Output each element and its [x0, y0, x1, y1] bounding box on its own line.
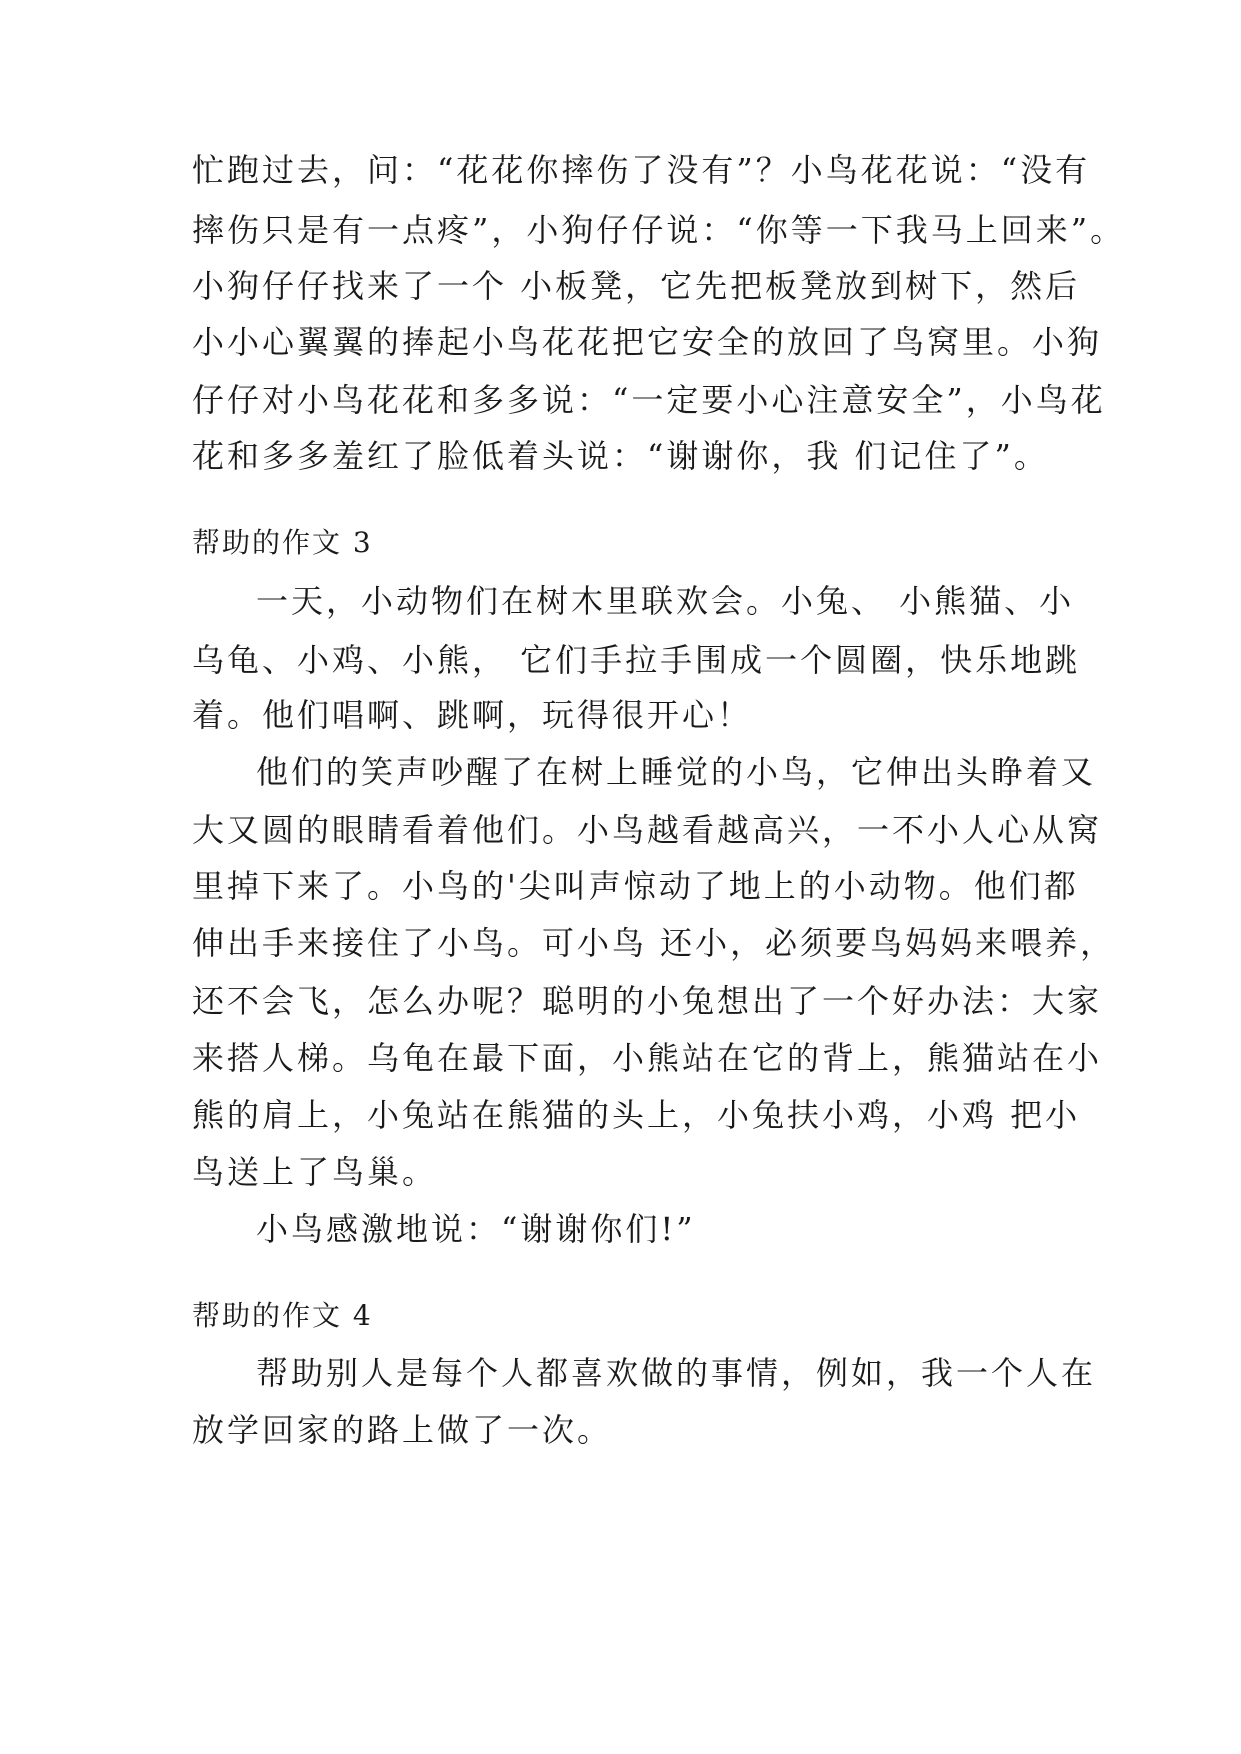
paragraph-line: 他们的笑声吵醒了在树上睡觉的小鸟，它伸出头睁着又 [256, 753, 1097, 791]
paragraph-line: 还不会飞，怎么办呢？聪明的小兔想出了一个好办法：大家 [192, 982, 1103, 1020]
paragraph-line: 帮助别人是每个人都喜欢做的事情，例如，我一个人在 [256, 1354, 1097, 1392]
paragraph-line: 一天，小动物们在树木里联欢会。小兔、 小熊猫、小 [256, 582, 1075, 620]
essay-title: 帮助的作文 3 [192, 526, 373, 559]
paragraph-line: 小小心翼翼的捧起小鸟花花把它安全的放回了鸟窝里。小狗 [192, 323, 1103, 361]
paragraph-line: 乌龟、小鸡、小熊， 它们手拉手围成一个圆圈，快乐地跳 [192, 641, 1081, 679]
paragraph-line: 大又圆的眼睛看着他们。小鸟越看越高兴，一不小人心从窝 [192, 811, 1103, 849]
paragraph-line: 来搭人梯。乌龟在最下面，小熊站在它的背上，熊猫站在小 [192, 1039, 1103, 1077]
paragraph-line: 摔伤只是有一点疼”，小狗仔仔说：“你等一下我马上回来”。 [192, 211, 1126, 249]
essay-title: 帮助的作文 4 [192, 1299, 373, 1332]
paragraph-line: 忙跑过去，问：“花花你摔伤了没有”？小鸟花花说：“没有 [192, 151, 1091, 189]
paragraph-line: 里掉下来了。小鸟的'尖叫声惊动了地上的小动物。他们都 [192, 867, 1079, 905]
paragraph-line: 小狗仔仔找来了一个 小板凳，它先把板凳放到树下，然后 [192, 267, 1081, 305]
paragraph-line: 着。他们唱啊、跳啊，玩得很开心！ [192, 696, 753, 734]
paragraph-line: 鸟送上了鸟巢。 [192, 1153, 438, 1191]
paragraph-line: 小鸟感激地说：“谢谢你们!” [256, 1210, 696, 1248]
paragraph-line: 熊的肩上，小兔站在熊猫的头上，小兔扶小鸡，小鸡 把小 [192, 1096, 1081, 1134]
paragraph-line: 放学回家的路上做了一次。 [192, 1411, 613, 1449]
paragraph-line: 花和多多羞红了脸低着头说：“谢谢你，我 们记住了”。 [192, 437, 1049, 475]
paragraph-line: 仔仔对小鸟花花和多多说：“一定要小心注意安全”，小鸟花 [192, 381, 1106, 419]
paragraph-line: 伸出手来接住了小鸟。可小鸟 还小，必须要鸟妈妈来喂养， [192, 924, 1116, 962]
